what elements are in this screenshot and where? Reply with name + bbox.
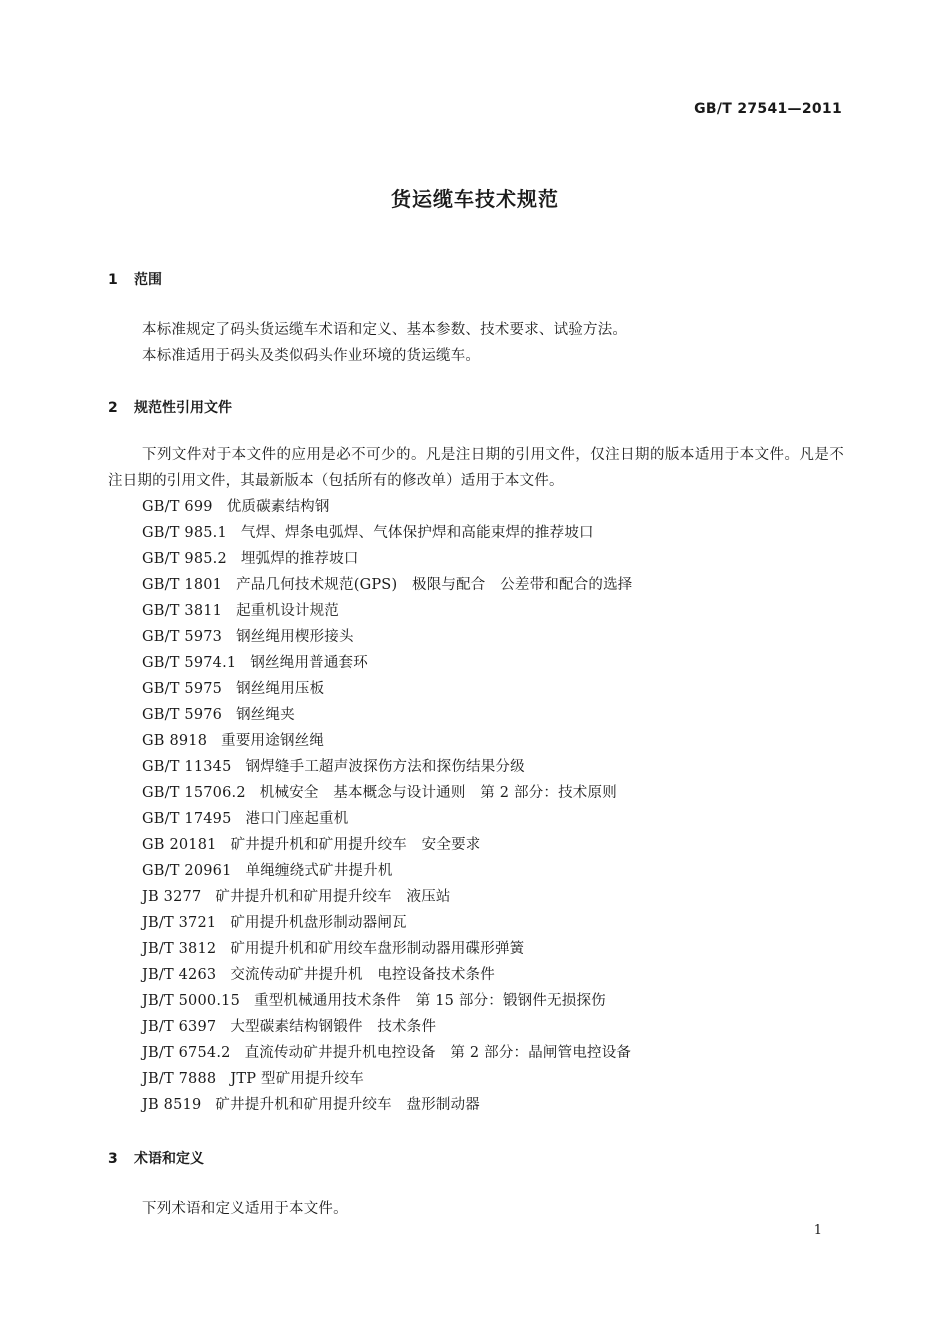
reference-title: 矿井提升机和矿用提升绞车 安全要求 — [230, 837, 481, 853]
reference-title: 机械安全 基本概念与设计通则 第 2 部分：技术原则 — [259, 785, 617, 801]
reference-item — [142, 884, 633, 910]
reference-code: JB/T 3812 — [142, 941, 217, 957]
reference-title: 钢丝绳用楔形接头 — [236, 629, 354, 645]
reference-title: 埋弧焊的推荐坡口 — [240, 551, 359, 567]
reference-item — [142, 910, 633, 936]
reference-code: JB/T 6397 — [142, 1019, 217, 1035]
standard-code: GB/T 27541—2011 — [694, 101, 842, 117]
reference-title: 矿井提升机和矿用提升绞车 盘形制动器 — [215, 1097, 480, 1113]
scope-paragraph-1: 本标准规定了码头货运缆车术语和定义、基本参数、技术要求、试验方法。 — [142, 322, 628, 338]
reference-item — [142, 754, 633, 780]
section-number: 2 — [108, 400, 118, 416]
reference-code: GB 20181 — [142, 837, 217, 853]
reference-item — [142, 546, 633, 572]
reference-item — [142, 1040, 633, 1066]
references-intro: 下列文件对于本文件的应用是必不可少的。凡是注日期的引用文件，仅注日期的版本适用于本文件。凡是不注日期的引用文件，其最新版本（包括所有的修改单）适用于本文件。 — [108, 447, 844, 489]
reference-item — [142, 806, 633, 832]
reference-title: 气焊、焊条电弧焊、气体保护焊和高能束焊的推荐坡口 — [240, 525, 594, 541]
section-title: 术语和定义 — [134, 1151, 204, 1167]
reference-title: 钢丝绳用普通套环 — [250, 655, 368, 671]
section-3-heading — [108, 1148, 204, 1168]
reference-item — [142, 624, 633, 650]
section-number: 1 — [108, 272, 118, 288]
reference-title: 大型碳素结构钢锻件 技术条件 — [230, 1019, 437, 1035]
reference-item — [142, 780, 633, 806]
reference-code: GB/T 1801 — [142, 577, 223, 593]
section-title: 范围 — [134, 272, 162, 288]
reference-title: JTP 型矿用提升绞车 — [230, 1071, 364, 1087]
reference-item — [142, 520, 633, 546]
reference-item — [142, 1092, 633, 1118]
reference-code: JB 8519 — [142, 1097, 202, 1113]
reference-code: JB/T 5000.15 — [142, 993, 240, 1009]
reference-item — [142, 1066, 633, 1092]
reference-code: GB/T 5974.1 — [142, 655, 237, 671]
document-title: 货运缆车技术规范 — [391, 187, 559, 211]
page-number: 1 — [813, 1223, 822, 1238]
reference-item — [142, 962, 633, 988]
reference-code: JB/T 4263 — [142, 967, 217, 983]
reference-code: GB/T 5976 — [142, 707, 223, 723]
reference-item — [142, 936, 633, 962]
terms-intro: 下列术语和定义适用于本文件。 — [142, 1201, 348, 1217]
reference-code: GB/T 3811 — [142, 603, 223, 619]
reference-code: GB/T 985.2 — [142, 551, 227, 567]
reference-code: JB/T 7888 — [142, 1071, 217, 1087]
reference-item — [142, 676, 633, 702]
reference-title: 重型机械通用技术条件 第 15 部分：锻钢件无损探伤 — [254, 993, 606, 1009]
reference-title: 交流传动矿井提升机 电控设备技术条件 — [230, 967, 495, 983]
reference-title: 优质碳素结构钢 — [226, 499, 330, 515]
reference-title: 单绳缠绕式矿井提升机 — [245, 863, 393, 879]
reference-item — [142, 1014, 633, 1040]
section-1-heading — [108, 269, 162, 289]
reference-title: 起重机设计规范 — [236, 603, 340, 619]
reference-item — [142, 858, 633, 884]
reference-item — [142, 702, 633, 728]
reference-code: JB/T 3721 — [142, 915, 217, 931]
reference-title: 钢丝绳用压板 — [236, 681, 325, 697]
reference-title: 矿井提升机和矿用提升绞车 液压站 — [215, 889, 451, 905]
reference-item — [142, 650, 633, 676]
reference-code: GB/T 5973 — [142, 629, 223, 645]
reference-code: GB/T 699 — [142, 499, 213, 515]
reference-item — [142, 988, 633, 1014]
reference-code: GB/T 985.1 — [142, 525, 227, 541]
section-number: 3 — [108, 1151, 118, 1167]
reference-item — [142, 832, 633, 858]
reference-item — [142, 728, 633, 754]
reference-title: 矿用提升机和矿用绞车盘形制动器用碟形弹簧 — [230, 941, 525, 957]
reference-code: GB/T 11345 — [142, 759, 232, 775]
section-title: 规范性引用文件 — [134, 400, 232, 416]
reference-code: JB 3277 — [142, 889, 202, 905]
reference-title: 矿用提升机盘形制动器闸瓦 — [230, 915, 407, 931]
reference-title: 港口门座起重机 — [245, 811, 349, 827]
reference-title: 重要用途钢丝绳 — [221, 733, 325, 749]
reference-code: GB/T 17495 — [142, 811, 232, 827]
reference-item — [142, 494, 633, 520]
reference-code: GB 8918 — [142, 733, 208, 749]
reference-list — [142, 494, 633, 1118]
reference-title: 钢丝绳夹 — [236, 707, 295, 723]
reference-title: 钢焊缝手工超声波探伤方法和探伤结果分级 — [245, 759, 525, 775]
reference-item — [142, 598, 633, 624]
reference-code: GB/T 20961 — [142, 863, 232, 879]
section-2-heading — [108, 397, 232, 417]
scope-paragraph-2: 本标准适用于码头及类似码头作业环境的货运缆车。 — [142, 348, 481, 364]
reference-code: GB/T 15706.2 — [142, 785, 246, 801]
reference-title: 产品几何技术规范(GPS) 极限与配合 公差带和配合的选择 — [236, 577, 633, 593]
reference-title: 直流传动矿井提升机电控设备 第 2 部分：晶闸管电控设备 — [244, 1045, 632, 1061]
reference-item — [142, 572, 633, 598]
reference-code: GB/T 5975 — [142, 681, 223, 697]
reference-code: JB/T 6754.2 — [142, 1045, 231, 1061]
